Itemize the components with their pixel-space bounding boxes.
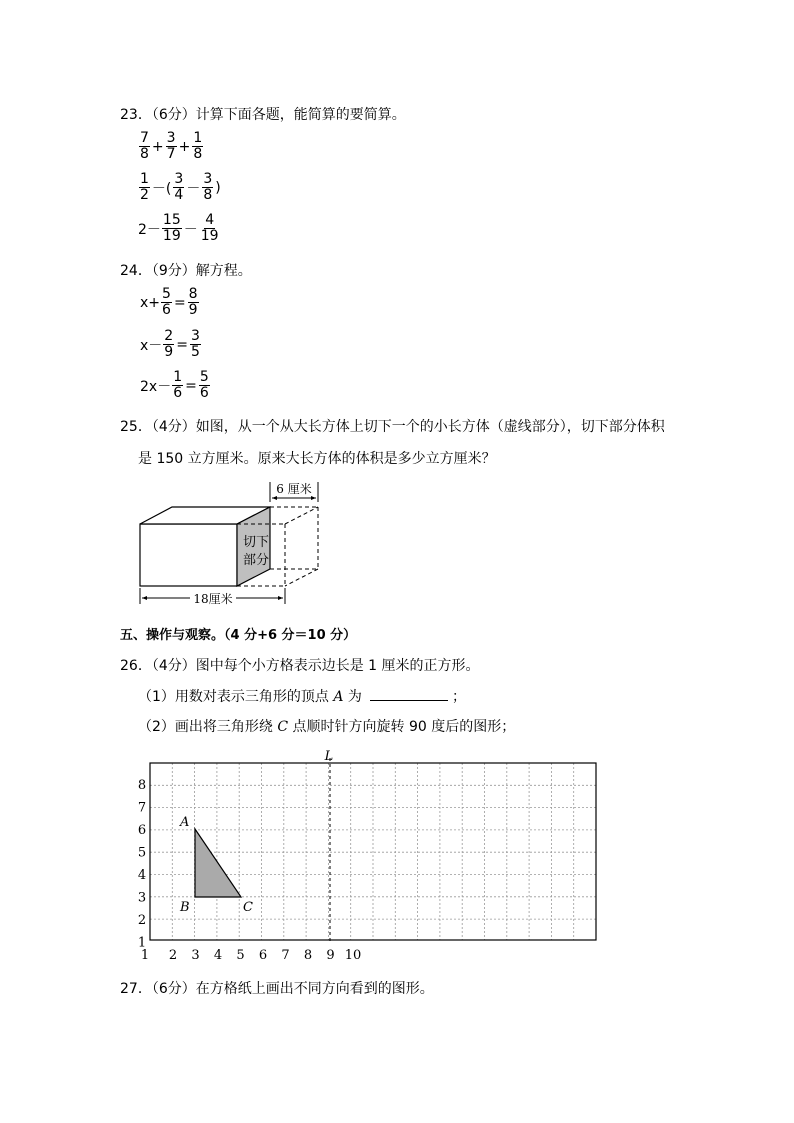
fraction: $\frac{3}{8}$ (203, 171, 213, 203)
cuboid-figure (132, 476, 332, 608)
fraction: $\frac{3}{4}$ (174, 171, 184, 203)
q26-sub-2: （2）画出将三角形绕 C 点顺时针方向旋转 90 度后的图形； (138, 719, 516, 735)
y-tick-label: 8 (137, 778, 147, 793)
fraction: $\frac{1}{8}$ (193, 130, 203, 162)
q24-equation-2: x－ $\frac{2}{9}$ = $\frac{3}{5}$ (140, 328, 200, 360)
cut-label-line-1: 切下 (242, 535, 270, 550)
x-axis-ticks (169, 948, 361, 963)
y-axis-ticks (138, 778, 146, 951)
fraction: $\frac{8}{9}$ (188, 286, 198, 318)
coordinate-grid-figure (130, 746, 600, 966)
q26-sub-1: （1）用数对表示三角形的顶点 A 为 ； (138, 689, 466, 705)
section-5-title: 五、操作与观察。（4 分+6 分＝10 分） (120, 628, 357, 643)
y-tick-label: 7 (137, 800, 147, 816)
x-tick-label: 6 (258, 948, 268, 963)
fraction: $\frac{1}{6}$ (173, 369, 183, 401)
box-front-face (140, 524, 237, 586)
x-tick-label: 8 (303, 948, 313, 963)
x-tick-label: 2 (168, 948, 178, 963)
y-tick-label: 1 (137, 935, 147, 951)
answer-blank[interactable] (370, 688, 448, 701)
q23-expression-2: $\frac{1}{2}$ －( $\frac{3}{4}$ － $\frac{3}{8}$ ) (140, 171, 221, 203)
q25-line-2: 是 150 立方厘米。原来大长方体的体积是多少立方厘米？ (138, 451, 496, 467)
q23-expression-1: $\frac{7}{8}$ + $\frac{3}{7}$ + $\frac{1}{8}$ (140, 130, 203, 162)
x-tick-label: 3 (191, 948, 200, 963)
q24-equation-1: x+ $\frac{5}{6}$ = $\frac{8}{9}$ (140, 286, 198, 318)
q27-title: 27．（6分）在方格纸上画出不同方向看到的图形。 (120, 981, 434, 997)
x-tick-label: 9 (326, 948, 335, 963)
fraction: $\frac{3}{5}$ (190, 328, 200, 360)
arrowhead (272, 496, 277, 500)
q26-title: 26．（4分）图中每个小方格表示边长是 1 厘米的正方形。 (120, 658, 480, 674)
fraction: $\frac{7}{8}$ (140, 130, 149, 162)
q24-equation-3: 2x－ $\frac{1}{6}$ = $\frac{5}{6}$ (140, 369, 209, 401)
arrowhead (311, 496, 316, 500)
cut-label-line-2: 部分 (242, 553, 270, 568)
line-l-label: L (324, 749, 334, 764)
vertex-b-label: B (180, 900, 190, 915)
bottom-dimension-label: 18厘米 (193, 592, 233, 606)
y-tick-label: 3 (137, 890, 147, 906)
vertex-c-label: C (243, 900, 253, 915)
y-tick-label: 6 (137, 823, 147, 838)
q23-title: 23．（6分）计算下面各题，能简算的要简算。 (120, 107, 406, 123)
q24-title: 24．（9分）解方程。 (120, 263, 252, 279)
x-tick-label: 4 (213, 948, 223, 963)
q25-line-1: 25．（4分）如图，从一个从大长方体上切下一个的小长方体（虚线部分），切下部分体积 (120, 419, 665, 435)
y-tick-label: 4 (137, 868, 147, 883)
x-tick-label: 5 (236, 948, 245, 963)
fraction: $\frac{3}{7}$ (166, 130, 176, 162)
fraction: $\frac{2}{9}$ (164, 328, 174, 360)
grid-lines (150, 763, 596, 940)
y-tick-label: 2 (137, 913, 147, 928)
x-tick-label: 10 (344, 948, 362, 963)
origin-label: 1 (140, 948, 150, 963)
q23-expression-3: 2－ $\frac{15}{19}$ － $\frac{4}{19}$ (138, 212, 219, 244)
vertex-a-label: A (180, 815, 190, 830)
x-tick-label: 7 (281, 948, 290, 963)
fraction: $\frac{4}{19}$ (200, 212, 219, 244)
arrowhead (278, 596, 283, 600)
fraction: $\frac{15}{19}$ (162, 212, 181, 244)
fraction: $\frac{5}{6}$ (199, 369, 209, 401)
triangle-abc (195, 829, 241, 897)
arrowhead (142, 596, 147, 600)
top-dimension-label: 6 厘米 (276, 482, 312, 496)
y-tick-label: 5 (137, 845, 147, 861)
fraction: $\frac{5}{6}$ (162, 286, 171, 318)
fraction: $\frac{1}{2}$ (140, 171, 149, 203)
